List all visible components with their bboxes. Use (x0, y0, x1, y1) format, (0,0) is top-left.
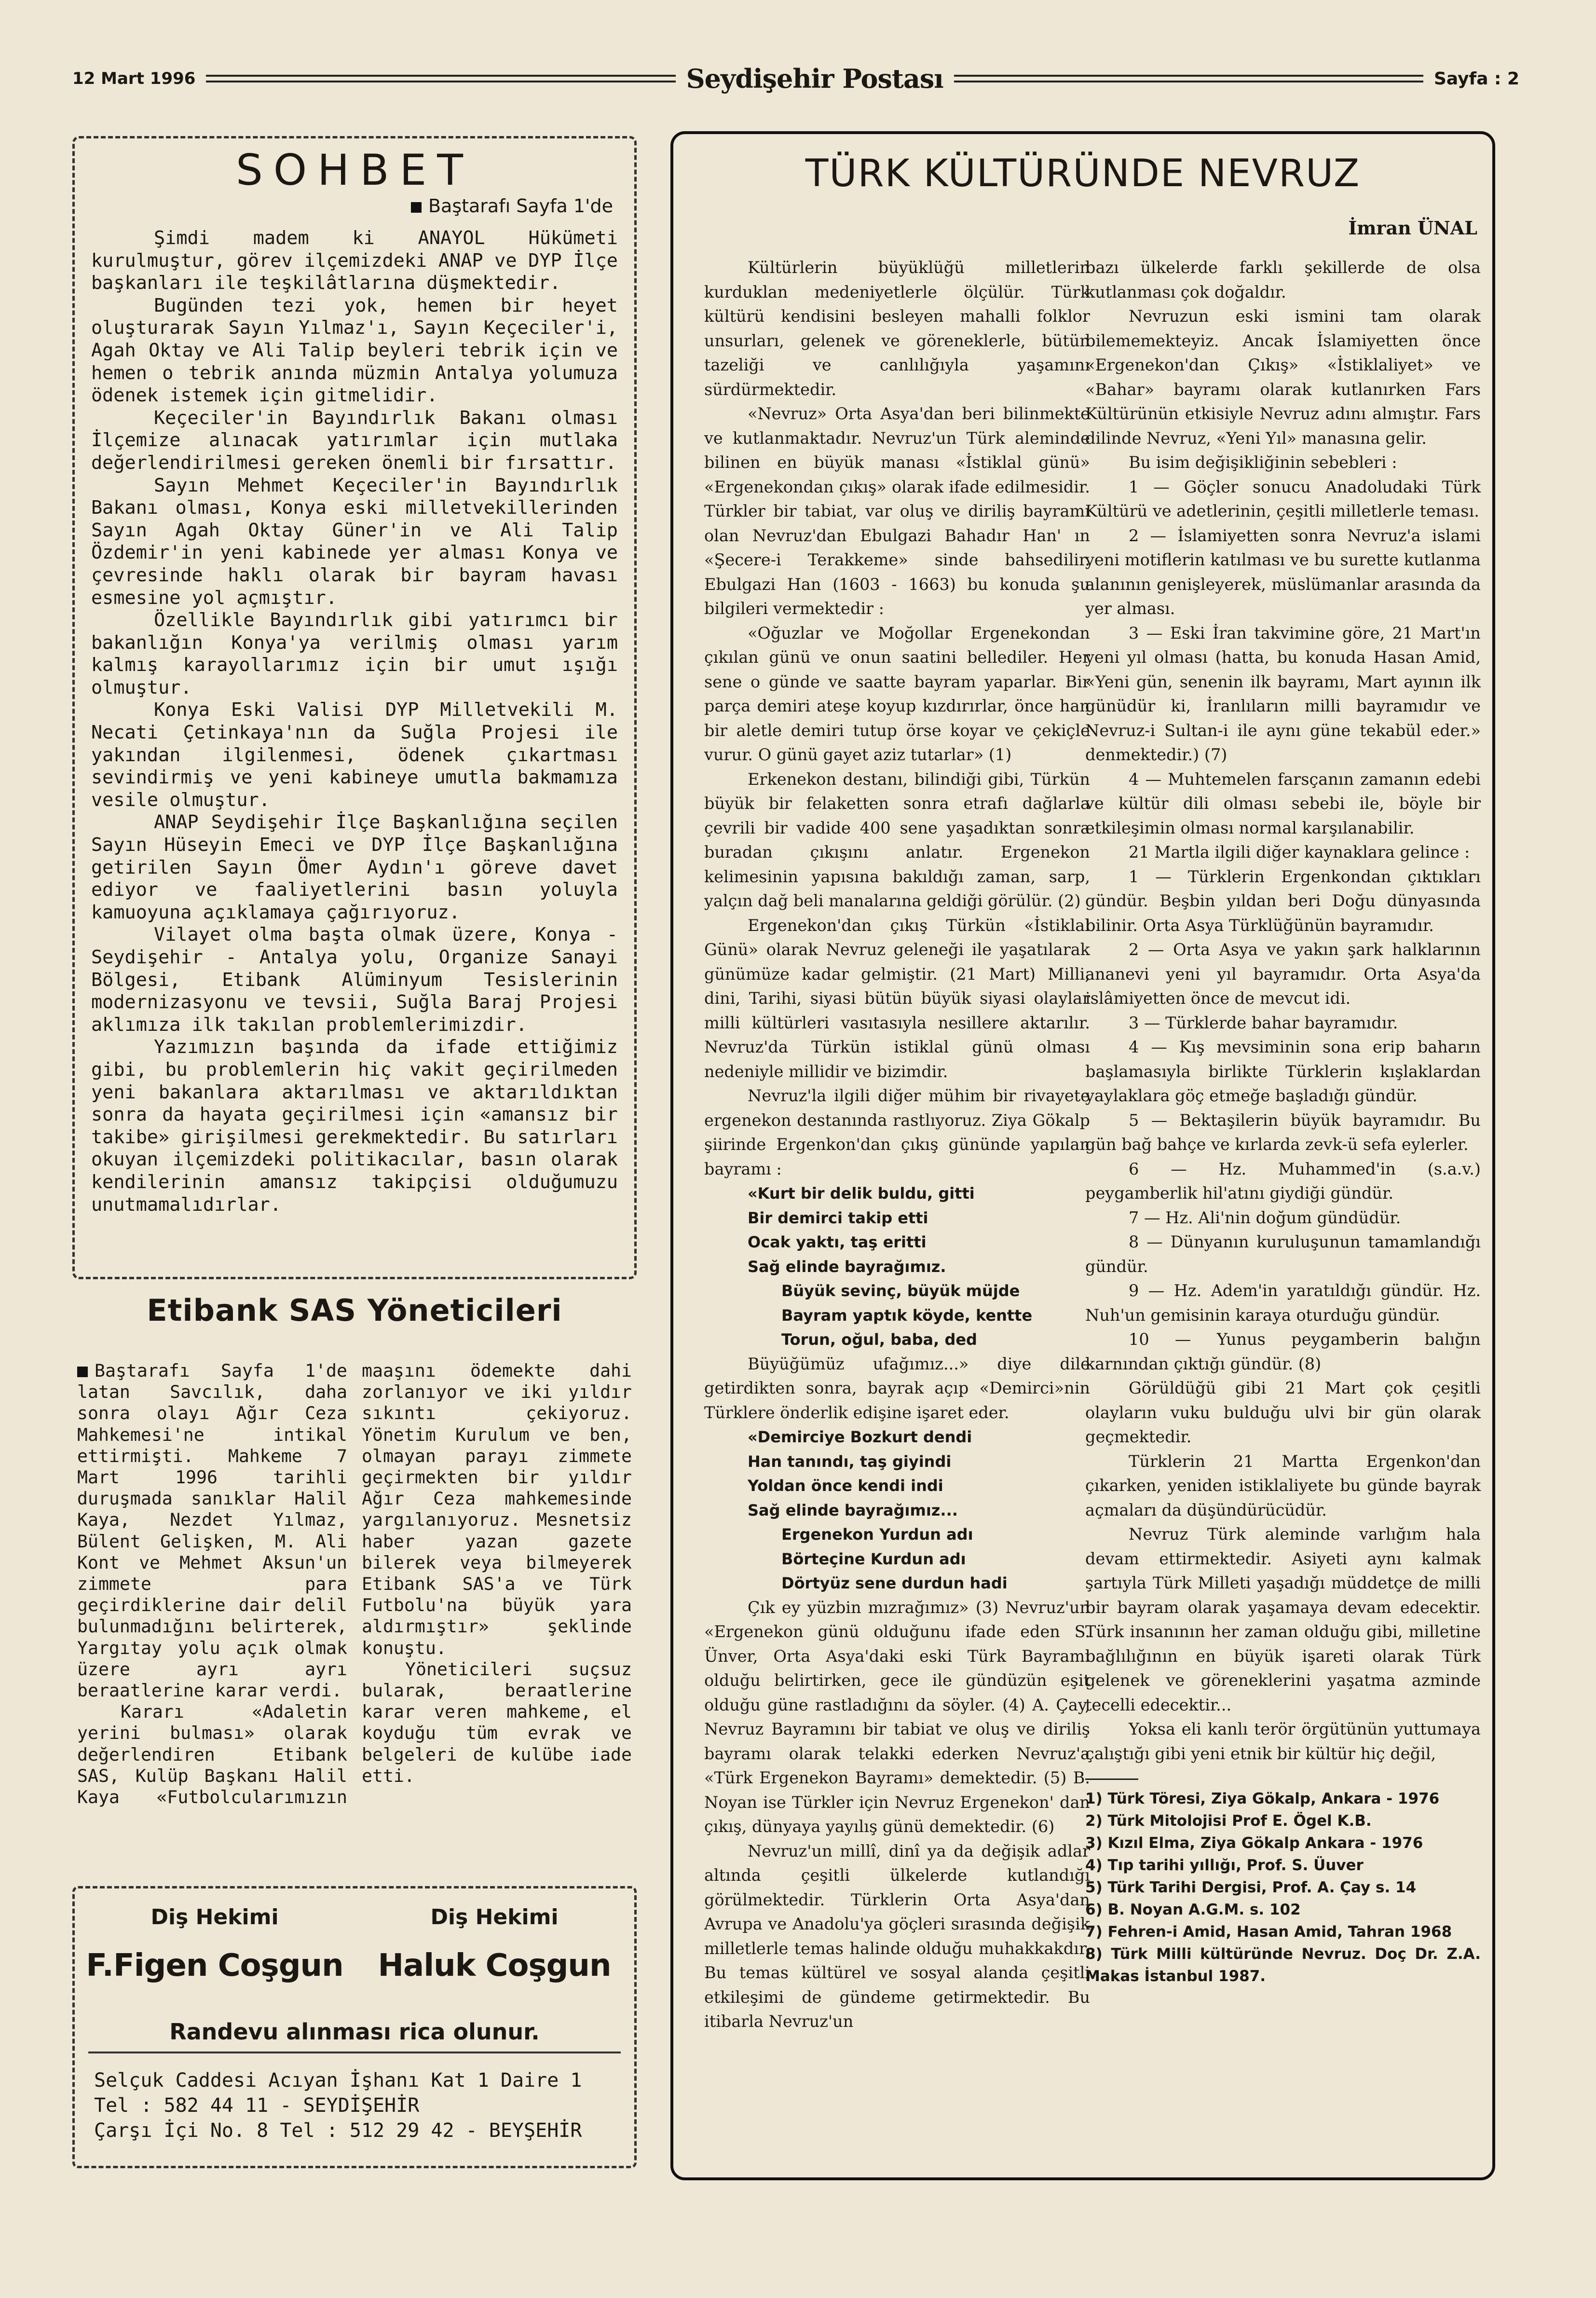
bullet-square-icon (77, 1367, 88, 1377)
etibank-body (77, 1360, 632, 1843)
nevruz-col1-paragraph: Büyük sevinç, büyük müjde (781, 1282, 1020, 1300)
nevruz-col2-paragraph: Nevruz Türk aleminde varlığım hala devam ettirmektedir. Asiyeti aynı kalmak şartıyla Türk Milleti yaşadığı müddetçe de milli bir bayram olarak yaşamaya devam edecektir. Türk insanının her zaman olduğu gibi, milletine bağlılığının en büyük işareti olarak Türk gelenek ve göreneklerini yaşatma azminde tecelli edecektir... (1085, 1525, 1481, 1714)
ad-appointment-note: Randevu alınması rica olunur. (169, 2019, 540, 2045)
ad-address-line: Selçuk Caddesi Acıyan İşhanı Kat 1 Daire 1 (94, 2069, 582, 2092)
nevruz-col2-paragraph: 6 — Hz. Muhammed'in (s.a.v.) peygamberlik hil'atını giydiği gündür. (1085, 1159, 1481, 1203)
nevruz-col1-paragraph: Ocak yaktı, taş eritti (748, 1233, 927, 1251)
sohbet-paragraph: Yazımızın başında da ifade ettiğimiz gibi, bu problemlerin hiç vakit geçirilmeden yeni bakanlara aktarılması ve aktarıldıktan sonra da hayata geçirilmesi için «amansız bir takibe» girişilmesi gerekmektedir. Bu satırları okuyan ilçemizdeki politikacılar, basın olarak kendilerinin amansız takipçisi olduğumuzu unutmamalıdırlar. (91, 1036, 618, 1216)
nevruz-col2-paragraph: 1 — Türklerin Ergenkondan çıktıkları gündür. Beşbin yıldan beri Doğu dünyasında bilinir. Orta Asya Türklüğünün bayramıdır. (1085, 867, 1481, 935)
nevruz-col2-paragraph: Yoksa eli kanlı terör örgütünün yuttumaya çalıştığı gibi yeni etnik bir kültür hiç değil, (1085, 1720, 1481, 1763)
nevruz-col2-paragraph: 3 — Eski İran takvimine göre, 21 Mart'ın yeni yıl olması (hatta, bu konuda Hasan Amid, «Yeni gün, senenin ilk bayramı, Mart ayının ilk günüdür ki, İranlıların milli bayramıdır ve Nevruz-i Sultan-i ile aynı güne tekabül eder.» denmektedir.) (7) (1085, 623, 1481, 764)
etibank-paragraph: Yöneticileri suçsuz bularak, beraatlerine karar veren mahkeme, el koyduğu tüm evrak ve belgeleri de kulübe iade etti. (362, 1658, 632, 1786)
nevruz-col2-paragraph: 4 — Muhtemelen farsçanın zamanın edebi ve kültür dili olması sebebi ile, böyle bir etkileşimin olması normal karşılanabilir. (1085, 769, 1481, 837)
nevruz-col2-paragraph: 10 — Yunus peygamberin balığın karnından çıktığı gündür. (8) (1085, 1330, 1481, 1373)
reference-item: 6) B. Noyan A.G.M. s. 102 (1085, 1901, 1301, 1918)
nevruz-col2-paragraph: 1 — Göçler sonucu Anadoludaki Türk Kültürü ve adetlerinin, çeşitli milletlerle teması. (1085, 477, 1481, 520)
ad-right (364, 1905, 625, 1983)
sohbet-paragraph: Özellikle Bayındırlık gibi yatırımcı bir bakanlığın Konya'ya verilmiş olması yarım kalmış karayollarımız için bir umut ışığı olmuştur. (91, 609, 618, 698)
sohbet-paragraph: Şimdi madem ki ANAYOL Hükümeti kurulmuştur, görev ilçemizdeki ANAP ve DYP İlçe başkanları ile teşkilâtlarına düşmektedir. (91, 227, 618, 294)
references-list (1085, 1788, 1481, 1987)
nevruz-title: TÜRK KÜLTÜRÜNDE NEVRUZ (805, 152, 1361, 195)
page-header (72, 57, 1519, 100)
nevruz-col1-paragraph: Bir demirci takip etti (748, 1208, 928, 1227)
header-rule-right (954, 75, 1423, 82)
nevruz-col1-paragraph: Torun, oğul, baba, ded (781, 1330, 977, 1349)
ad-label-left: Diş Hekimi (150, 1905, 279, 1929)
ad-address (94, 2068, 582, 2143)
sohbet-paragraph: Keçeciler'in Bayındırlık Bakanı olması İlçemize alınacak yatırımlar için mutlaka değerlendirilmesi gereken önemli bir fırsattır. (91, 407, 618, 474)
sohbet-paragraph: ANAP Seydişehir İlçe Başkanlığına seçilen Sayın Hüseyin Emeci ve DYP İlçe Başkanlığına getirilen Sayın Ömer Aydın'ı göreve davet ediyor ve faaliyetlerini basın yoluyla kamuoyuna açıklamaya çağırıyoruz. (91, 811, 618, 923)
sohbet-continued-text: Baştarafı Sayfa 1'de (428, 195, 613, 217)
nevruz-col1-paragraph: Çık ey yüzbin mızrağımız» (3) Nevruz'un «Ergenekon günü olduğunu ifade eden S. Ünver, Orta Asya'daki eski Türk Bayramı olduğu belirtirken, gece ile gündüzün eşit olduğu güne rastladığını da söyler. (4) A. Çay, Nevruz Bayramını bir tabiat ve oluş ve diriliş bayramı olarak telakki ederken Nevruz'a «Türk Ergenekon Bayramı» demektedir. (5) B. Noyan ise Türkler için Nevruz Ergenekon' dan çıkış, dünyaya yayılış günü demektedir. (6) (704, 1598, 1090, 1836)
sohbet-box (72, 136, 637, 1279)
nevruz-col1-paragraph: Ergenekon Yurdun adı (781, 1525, 973, 1544)
nevruz-col2-paragraph: 7 — Hz. Ali'nin doğum gündüdür. (1129, 1208, 1401, 1227)
ad-address-line: Çarşı İçi No. 8 Tel : 512 29 42 - BEYŞEHİR (94, 2120, 582, 2142)
nevruz-col2-paragraph: 5 — Bektaşilerin büyük bayramıdır. Bu gün bağ bahçe ve kırlarda zevk-ü sefa eylerler. (1085, 1110, 1481, 1154)
ad-divider (88, 2052, 621, 2053)
etibank-paragraph-text: latan Savcılık, daha sonra olayı Ağır Ceza Mahkemesi'ne intikal ettirmişti. Mahkeme 7 Mart 1996 tarihli duruşmada sanıklar Halil Kaya, Nezdet Yılmaz, Bülent Gelişken, M. Ali Kont ve Mehmet Aksun'un zimmete para geçirdiklerine dair delil bulunmadığını belirterek, Yargıtay yolu açık olmak üzere ayrı ayrı beraatlerine karar verdi. (77, 1382, 347, 1701)
etibank-paragraph (77, 1360, 347, 1701)
nevruz-author: İmran ÜNAL (1348, 217, 1477, 239)
ad-left (84, 1905, 345, 1983)
nevruz-col2-paragraph: 9 — Hz. Adem'in yaratıldığı gündür. Hz. Nuh'un gemisinin karaya oturduğu gündür. (1085, 1281, 1481, 1325)
page-number: Sayfa : 2 (1433, 68, 1519, 89)
nevruz-col1-paragraph: Nevruz'un millî, dinî ya da değişik adlar altında çeşitli ülkelerde kutlandığı görülmektedir. Türklerin Orta Asya'dan Avrupa ve Anadolu'ya göçleri sırasında değişik milletlerle temas halinde olduğu muhakkakdır. Bu temas kültürel ve sosyal alanda çeşitli etkileşimi de gündeme getirmektedir. Bu itibarla Nevruz'un (704, 1841, 1090, 2031)
ad-label-right: Diş Hekimi (430, 1905, 559, 1929)
bullet-square-icon (411, 202, 422, 213)
reference-item: 2) Türk Mitolojisi Prof E. Ögel K.B. (1085, 1812, 1372, 1830)
reference-item: 5) Türk Tarihi Dergisi, Prof. A. Çay s. 14 (1085, 1879, 1417, 1896)
nevruz-column-2 (1085, 256, 1481, 1987)
nevruz-col1-paragraph: Ergenekon'dan çıkış Türkün «İstiklal Günü» olarak Nevruz geleneği ile yaşatılarak günümüze kadar gelmiştir. (21 Mart) Milli, dini, Tarihi, siyasi bütün büyük siyasi olaylar milli kültürleri vasıtasıyla nesillere aktarılır. Nevruz'da Türkün istiklal günü olması nedeniyle millidir ve bizimdir. (704, 916, 1090, 1081)
sohbet-paragraph: Konya Eski Valisi DYP Milletvekili M. Necati Çetinkaya'nın da Suğla Projesi ile yakından ilgilenmesi, ödenek çıkartması sevindirmiş ve yeni kabineye umutla bakmamıza vesile olmuştur. (91, 699, 618, 811)
reference-item: 3) Kızıl Elma, Ziya Gökalp Ankara - 1976 (1085, 1834, 1423, 1852)
etibank-headline: Etibank SAS Yöneticileri (147, 1293, 562, 1328)
nevruz-col1-paragraph: «Demirciye Bozkurt dendi (748, 1428, 972, 1446)
etibank-continued: Baştarafı Sayfa 1'de (95, 1360, 347, 1381)
sohbet-paragraph: Vilayet olma başta olmak üzere, Konya - Seydişehir - Antalya yolu, Organize Sanayi Bölgesi, Etibank Alüminyum Tesislerinin modernizasyonu ve tevsii, Suğla Baraj Projesi aklımıza ilk takılan problemlerimizdir. (91, 924, 618, 1036)
nevruz-col2-paragraph: bazı ülkelerde farklı şekillerde de olsa kutlanması çok doğaldır. (1085, 258, 1481, 301)
nevruz-col1-paragraph: Bayram yaptık köyde, kentte (781, 1306, 1033, 1325)
nevruz-col1-paragraph: Börteçine Kurdun adı (781, 1549, 966, 1568)
nevruz-col1-paragraph: «Oğuzlar ve Moğollar Ergenekondan çıkılan günü ve onun saatini bellediler. Her sene o günde ve saatte bayram yaparlar. Bir parça demiri ateşe koyup kızdırırlar, önce han bir aletle demiri tutup örse koyar ve çekiçle vurur. O günü gayet aziz tutarlar» (1) (704, 623, 1090, 764)
nevruz-col1-paragraph: Erkenekon destanı, bilindiği gibi, Türkün büyük bir felaketten sonra etrafı dağlarla çevrili bir vadide 400 sene yaşadıktan sonra buradan çıkışını anlatır. Ergenekon kelimesinin yapısına bakıldığı zaman, sarp, yalçın dağ beli manalarına geldiği görülür. (2) (704, 769, 1090, 910)
sohbet-paragraph: Sayın Mehmet Keçeciler'in Bayındırlık Bakanı olması, Konya eski milletvekillerinden Sayın Agah Oktay Güner'in ve Ali Talip Özdemir'in yeni kabinede yer alması Konya ve çevresinde haklı olarak bir bayram havası esmesine yol açmıştır. (91, 474, 618, 609)
nevruz-column-1 (704, 256, 1090, 2034)
reference-item: 4) Tıp tarihi yıllığı, Prof. S. Üuver (1085, 1857, 1364, 1874)
sohbet-continued (91, 195, 613, 217)
references-divider (1085, 1778, 1138, 1780)
nevruz-col1-paragraph: «Nevruz» Orta Asya'dan beri bilinmekte ve kutlanmaktadır. Nevruz'un Türk aleminde bilinen en büyük manası «İstiklal günü» «Ergenekondan çıkış» olarak ifade edilmesidir. Türkler bir tabiat, var oluş ve diriliş bayramı olan Nevruz'dan Ebulgazi Bahadır Han' ın «Şecere-i Terakkeme» sinde bahsedilir. Ebulgazi Han (1603 - 1663) bu konuda şu bilgileri vermektedir : (704, 404, 1090, 618)
nevruz-col2-paragraph: 21 Martla ilgili diğer kaynaklara gelince : (1129, 843, 1470, 862)
nevruz-col2-paragraph: 2 — İslamiyetten sonra Nevruz'a islami yeni motiflerin katılması ve bu surette kutlanma alanının genişleyerek, müslümanlar arasında da yer alması. (1085, 526, 1481, 618)
nevruz-col2-paragraph: Bu isim değişikliğinin sebebleri : (1129, 453, 1397, 472)
nevruz-col1-paragraph: «Kurt bir delik buldu, gitti (748, 1184, 975, 1203)
nevruz-col1-paragraph: Yoldan önce kendi indi (748, 1477, 943, 1495)
nevruz-col1-paragraph: Sağ elinde bayrağımız. (748, 1257, 946, 1276)
nevruz-col1-paragraph: Sağ elinde bayrağımız... (748, 1501, 958, 1519)
nevruz-col2-paragraph: Nevruzun eski ismini tam olarak bilememekteyiz. Ancak İslamiyetten önce «Ergenekon'dan Çıkış» «İstiklaliyet» ve «Bahar» bayramı olarak kutlanırken Fars Kültürünün etkisiyle Nevruz adını almıştır. Fars dilinde Nevruz, «Yeni Yıl» manasına gelir. (1085, 307, 1481, 448)
nevruz-col1-paragraph: Nevruz'la ilgili diğer mühim bir rivayete ergenekon destanında rastlıyoruz. Ziya Gökalp şiirinde Ergenkon'dan çıkış gününde yapılan bayramı : (704, 1086, 1090, 1178)
nevruz-col2-paragraph: 4 — Kış mevsiminin sona erip baharın başlamasıyla birlikte Türklerin kışlaklardan yaylaklara göç etmeğe başladığı gündür. (1085, 1038, 1481, 1105)
ad-name-right: Haluk Coşgun (378, 1948, 611, 1983)
sohbet-title: SOHBET (236, 145, 474, 195)
nevruz-col1-paragraph: Han tanındı, taş giyindi (748, 1452, 952, 1471)
reference-item: 7) Fehren-i Amid, Hasan Amid, Tahran 1968 (1085, 1923, 1452, 1941)
newspaper-name: Seydişehir Postası (686, 63, 943, 94)
reference-item: 1) Türk Töresi, Ziya Gökalp, Ankara - 1976 (1085, 1790, 1440, 1807)
nevruz-col1-paragraph: Dörtyüz sene durdun hadi (781, 1574, 1008, 1592)
sohbet-body (91, 227, 618, 1216)
nevruz-col1-paragraph: Kültürlerin büyüklüğü milletlerin kurduklan medeniyetlerle ölçülür. Türk kültürü kendisini besleyen mahalli folklor unsurları, gelenek ve göreneklerle, bütün tazeliği ve canlılığıyla yaşamını sürdürmektedir. (704, 258, 1090, 399)
dentist-ad (72, 1886, 637, 2168)
issue-date: 12 Mart 1996 (72, 69, 196, 88)
sohbet-paragraph: Bugünden tezi yok, hemen bir heyet oluşturarak Sayın Yılmaz'ı, Sayın Keçeciler'i, Agah Oktay ve Ali Talip beyleri tebrik için ve hemen o tebrik anında müzmin Antalya yolumuza ödenek istemek için gitmelidir. (91, 294, 618, 407)
nevruz-col2-paragraph: Görüldüğü gibi 21 Mart çok çeşitli olayların vuku bulduğu ulvi bir gün olarak geçmektedir. (1085, 1379, 1481, 1446)
ad-name-left: F.Figen Coşgun (86, 1948, 343, 1983)
etibank-paragraph: Kararı «Adaletin yerini bulması» olarak değerlendiren Etibank SAS, Kulüp Başkanı Halil Kaya «Futbolcularımızın maaşını ödemekte dahi zorlanıyor ve iki yıldır sıkıntı çekiyoruz. Yönetim Kurulum ve ben, olmayan parayı zimmete geçirmekten bir yıldır Ağır Ceza mahkemesinde yargılanıyoruz. Mesnetsiz haber yazan gazete bilerek veya bilmeyerek Etibank SAS'a ve Türk Futbolu'na büyük yara aldırmıştır» şeklinde konuştu. (77, 1360, 632, 1808)
nevruz-col2-paragraph: 3 — Türklerde bahar bayramıdır. (1129, 1013, 1398, 1032)
ad-address-line: Tel : 582 44 11 - SEYDİŞEHİR (94, 2094, 420, 2117)
nevruz-col2-paragraph: 8 — Dünyanın kuruluşunun tamamlandığı gündür. (1085, 1232, 1481, 1276)
reference-item: 8) Türk Milli kültüründe Nevruz. Doç Dr. Z.A. Makas İstanbul 1987. (1085, 1945, 1481, 1985)
header-rule-left (206, 75, 675, 82)
nevruz-col1-paragraph: Büyüğümüz ufağımız...» diye dile getirdikten sonra, bayrak açıp «Demirci»nin Türklere önderlik edişine işaret eder. (704, 1354, 1090, 1422)
nevruz-col2-paragraph: 2 — Orta Asya ve yakın şark halklarının ananevi yeni yıl bayramıdır. Orta Asya'da islâmiyetten önce de mevcut idi. (1085, 940, 1481, 1008)
nevruz-col2-paragraph: Türklerin 21 Martta Ergenkon'dan çıkarken, yeniden istiklaliyete bu günde bayrak açmaları da düşündürücüdür. (1085, 1451, 1481, 1519)
